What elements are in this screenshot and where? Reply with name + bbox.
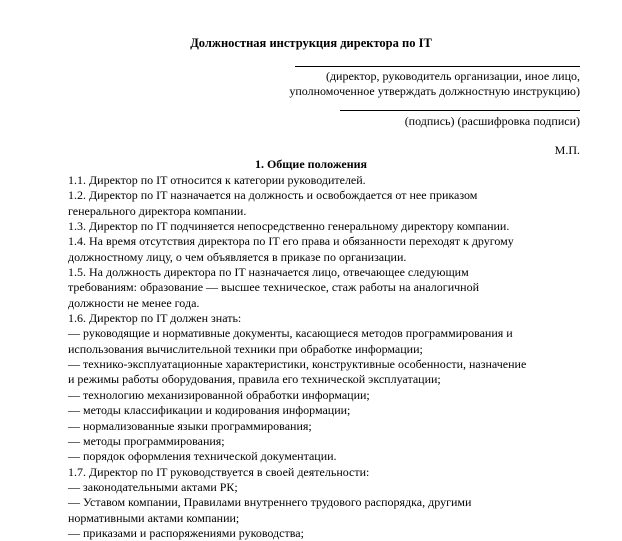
text-line: и режимы работы оборудования, правила его технической эксплуатации; xyxy=(68,372,441,387)
text-line: нормативными актами компании; xyxy=(68,510,240,525)
text-line: 1.1. Директор по IT относится к категории руководителей. xyxy=(68,173,366,187)
approver-caption-line-2: уполномоченное утверждать должностную инструкцию) xyxy=(289,84,580,98)
text-line: 1.2. Директор по IT назначается на должность и освобождается от нее приказом xyxy=(68,188,478,203)
text-line: — приказами и распоряжениями руководства; xyxy=(68,525,304,540)
text-line: использования вычислительной техники при обработке информации; xyxy=(68,341,423,356)
text-line: — Уставом компании, Правилами внутреннего трудового распорядка, другими xyxy=(68,495,472,510)
text-line: 1.5. На должность директора по IT назначается лицо, отвечающее следующим xyxy=(68,265,469,280)
approver-caption-line-1: (директор, руководитель организации, иное лицо, xyxy=(325,69,580,83)
text-line: должностному лицу, о чем объявляется в приказе по организации. xyxy=(68,249,407,264)
stamp-placeholder: М.П. xyxy=(554,143,580,157)
section-heading: 1. Общие положения xyxy=(254,157,368,171)
text-line: — порядок оформления технической документации. xyxy=(68,449,337,464)
text-line: — нормализованные языки программирования; xyxy=(68,418,312,433)
text-line: 1.4. На время отсутствия директора по IT его права и обязанности переходят к другому xyxy=(68,234,514,249)
section-body xyxy=(68,173,588,541)
text-line: — методы программирования; xyxy=(68,433,225,448)
approver-signature-line xyxy=(295,66,580,67)
signature-caption: (подпись) (расшифровка подписи) xyxy=(404,114,580,128)
text-line: — руководящие и нормативные документы, касающиеся методов программирования и xyxy=(68,326,513,341)
text-line: генерального директора компании. xyxy=(68,203,247,218)
text-line: требованиям: образование — высшее техническое, стаж работы на аналогичной xyxy=(68,280,479,295)
text-line: 1.7. Директор по IT руководствуется в своей деятельности: xyxy=(68,464,370,479)
text-line: — технологию механизированной обработки информации; xyxy=(68,387,370,402)
text-line: 1.3. Директор по IT подчиняется непосредственно генеральному директору компании. xyxy=(68,219,510,234)
document-title: Должностная инструкция директора по IT xyxy=(190,36,432,50)
text-line: должности не менее года. xyxy=(68,295,200,310)
text-line: — законодательными актами РК; xyxy=(68,479,238,494)
text-line: — методы классификации и кодирования информации; xyxy=(68,403,351,418)
text-line: — технико-эксплуатационные характеристики, конструктивные особенности, назначение xyxy=(68,357,527,372)
text-line: 1.6. Директор по IT должен знать: xyxy=(68,311,242,326)
signature-line xyxy=(340,110,580,111)
